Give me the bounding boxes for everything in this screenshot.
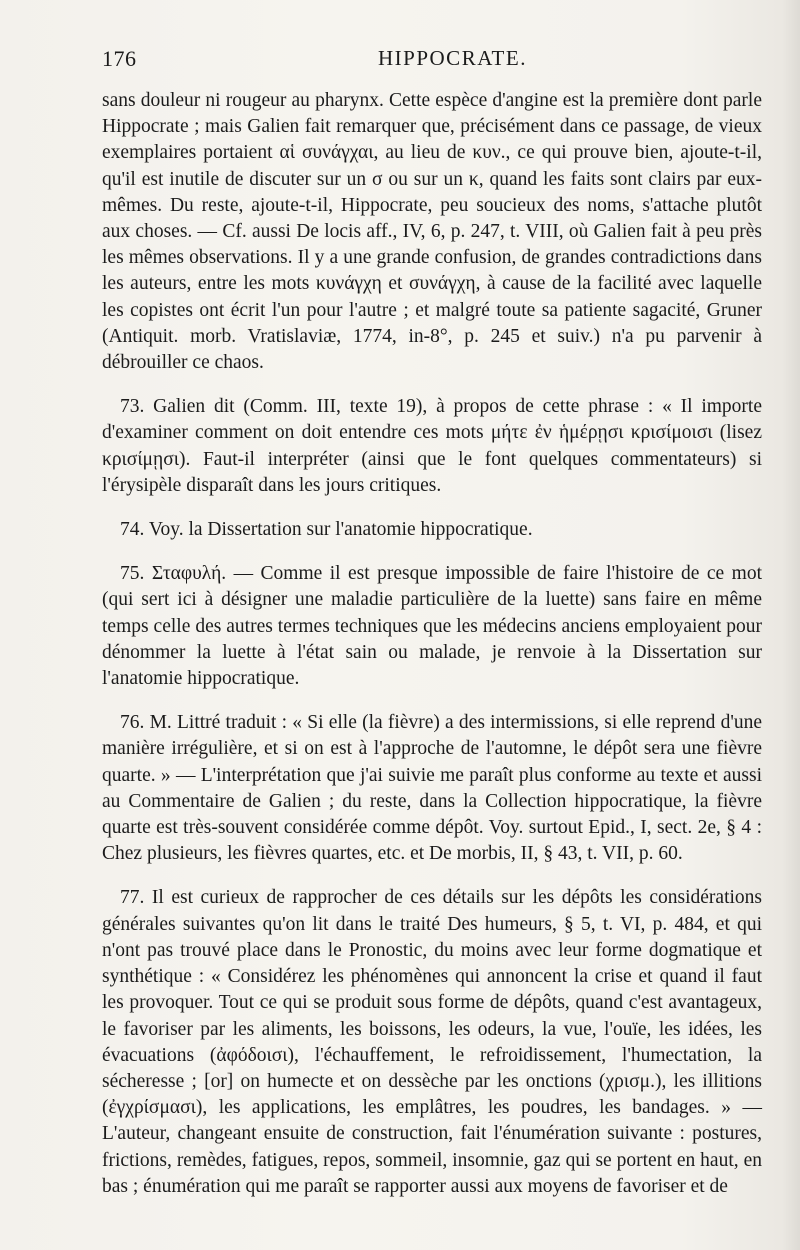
running-title: HIPPOCRATE. — [378, 46, 527, 70]
paragraph-continuation: sans douleur ni rougeur au pharynx. Cette espèce d'angine est la première dont parle Hippocrate ; mais Galien fait remarquer que, précisément dans ce passage, de vieux exemplaires portaient αἱ συνάγχαι, au lieu de κυν., ce qui prouve bien, ajoute-t-il, qu'il est inutile de discuter sur un σ ou sur un κ, quand les faits sont clairs par eux-mêmes. Du reste, ajoute-t-il, Hippocrate, peu soucieux des noms, s'attache plutôt aux choses. — Cf. aussi De locis aff., IV, 6, p. 247, t. VIII, où Galien fait à peu près les mêmes observations. Il y a une grande confusion, de grandes contradictions dans les auteurs, entre les mots κυνάγχη et συνάγχη, à cause de la facilité avec laquelle les copistes ont écrit l'un pour l'autre ; et malgré toute sa patiente sagacité, Gruner (Antiquit. morb. Vratislaviæ, 1774, in-8°, p. 245 et suiv.) n'a pu parvenir à débrouiller ce chaos. — [102, 90, 762, 374]
note-77: 77. Il est curieux de rapprocher de ces détails sur les dépôts les considérations générales suivantes qu'on lit dans le traité Des humeurs, § 5, t. VI, p. 484, et qui n'ont pas trouvé place dans le Pronostic, du moins avec leur forme dogmatique et synthétique : « Considérez les phénomènes qui annoncent la crise et quand il faut les provoquer. Tout ce qui se produit sous forme de dépôts, quand c'est avantageux, le favoriser par les aliments, les boissons, les odeurs, la vue, l'ouïe, les idées, les évacuations (ἀφόδοισι), l'échauffement, le refroidissement, l'humectation, la sécheresse ; [or] on humecte et on dessèche par les onctions (χρισμ.), les illitions (ἐγχρίσμασι), les applications, les emplâtres, les poudres, les bandages. » — L'auteur, changeant ensuite de construction, fait l'énumération suivante : postures, frictions, remèdes, fatigues, repos, sommeil, insomnie, gaz qui se portent en haut, en bas ; énumération qui me paraît se rapporter aussi aux moyens de favoriser et de — [102, 887, 762, 1197]
page-edge-shadow — [782, 0, 800, 1250]
note-76: 76. M. Littré traduit : « Si elle (la fièvre) a des intermissions, si elle reprend d'une manière irrégulière, et si on est à l'approche de l'automne, le dépôt sera une fièvre quarte. » — L'interprétation que j'ai suivie me paraît plus conforme au texte et aussi au Commentaire de Galien ; du reste, dans la Collection hippocratique, la fièvre quarte est très-souvent considérée comme dépôt. Voy. surtout Epid., I, sect. 2e, § 4 : Chez plusieurs, les fièvres quartes, etc. et De morbis, II, § 43, t. VII, p. 60. — [102, 712, 762, 865]
page-header — [102, 46, 762, 76]
note-73: 73. Galien dit (Comm. III, texte 19), à propos de cette phrase : « Il importe d'examiner comment on doit entendre ces mots μήτε ἐν ἡμέρῃσι κρισίμοισι (lisez κρισίμῃσι). Faut-il interpréter (ainsi que le font quelques commentateurs) si l'érysipèle disparaît dans les jours critiques. — [102, 396, 762, 496]
page-body — [102, 88, 762, 1218]
note-74: 74. Voy. la Dissertation sur l'anatomie hippocratique. — [120, 519, 533, 541]
page-number: 176 — [102, 46, 137, 71]
note-75: 75. Σταφυλή. — Comme il est presque impossible de faire l'histoire de ce mot (qui sert ici à désigner une maladie particulière de la luette) sans faire en même temps celle des autres termes techniques que les médecins anciens employaient pour dénommer la luette à l'état sain ou malade, je renvoie à la Dissertation sur l'anatomie hippocratique. — [102, 563, 762, 690]
